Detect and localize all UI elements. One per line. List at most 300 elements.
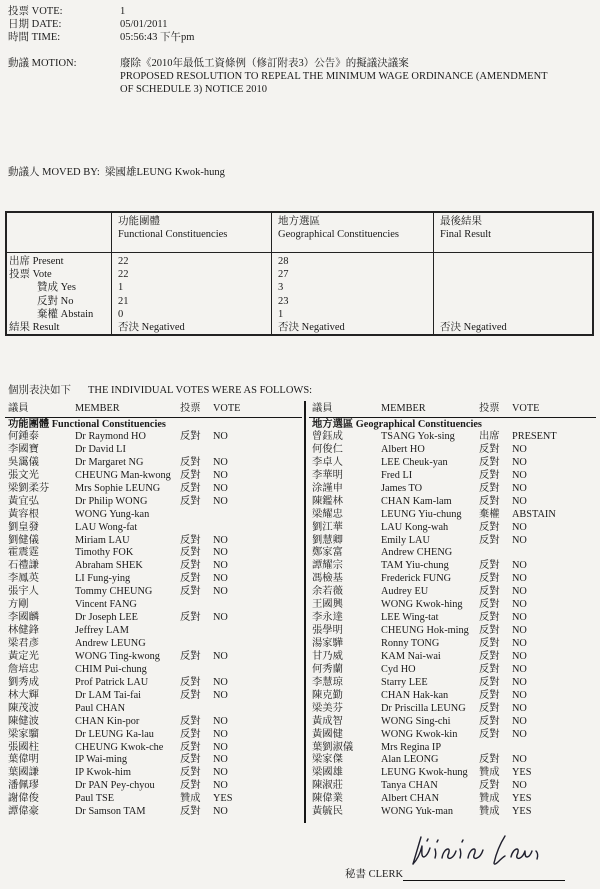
motion-line-cjk: 廢除《2010年最低工資條例（修訂附表3）公告》的擬議決議案 bbox=[120, 58, 409, 69]
member-name-en: CHAN Kam-lam bbox=[381, 495, 452, 507]
member-name-en: Dr Margaret NG bbox=[75, 456, 144, 468]
member-name-cjk: 方剛 bbox=[8, 599, 29, 611]
member-name-en: Miriam LAU bbox=[75, 534, 130, 546]
member-vote-cjk bbox=[180, 522, 213, 535]
date-label: 日期 DATE: bbox=[8, 19, 62, 30]
member-vote-cjk: 反對 bbox=[479, 754, 500, 766]
summary-gc-value: 1 bbox=[278, 308, 284, 320]
moved-by-value: 梁國雄LEUNG Kwok-hung bbox=[105, 167, 225, 178]
member-row bbox=[5, 716, 302, 729]
member-row bbox=[309, 599, 596, 612]
member-name-cjk: 李國寶 bbox=[8, 443, 39, 455]
fc-header-cjk: 功能團體 bbox=[118, 216, 160, 227]
member-name-en: TSANG Yok-sing bbox=[381, 431, 455, 442]
member-vote-en: NO bbox=[512, 586, 527, 598]
member-name-en: James TO bbox=[381, 482, 423, 494]
member-name-en: Albert CHAN bbox=[381, 793, 440, 805]
member-vote-cjk: 反對 bbox=[180, 431, 201, 442]
member-row bbox=[5, 703, 302, 716]
member-vote-cjk: 反對 bbox=[180, 806, 201, 818]
member-name-en: Dr Priscilla LEUNG bbox=[381, 702, 466, 714]
member-row bbox=[309, 780, 596, 793]
member-name-cjk: 張宇人 bbox=[8, 586, 39, 598]
member-name-en: Frederick FUNG bbox=[381, 573, 452, 585]
member-vote-en: NO bbox=[512, 780, 527, 792]
member-name-cjk: 陳健波 bbox=[8, 715, 39, 727]
gc-header-en: Geographical Constituencies bbox=[278, 229, 400, 240]
member-vote-cjk: 反對 bbox=[479, 612, 500, 624]
member-name-cjk: 林大輝 bbox=[8, 689, 39, 701]
time-value: 05:56:43 下午pm bbox=[120, 32, 195, 43]
member-vote-cjk: 反對 bbox=[180, 689, 201, 701]
member-name-en: LEUNG Yiu-chung bbox=[381, 508, 462, 520]
member-row bbox=[5, 431, 302, 444]
member-name-cjk: 葉劉淑儀 bbox=[312, 741, 354, 753]
member-vote-en: NO bbox=[512, 689, 527, 701]
member-name-cjk: 梁君彥 bbox=[8, 638, 39, 649]
summary-table bbox=[5, 211, 594, 336]
member-name-cjk: 梁家傑 bbox=[312, 754, 343, 766]
member-row bbox=[309, 560, 596, 573]
member-vote-cjk bbox=[479, 742, 512, 755]
member-vote-en: NO bbox=[512, 573, 527, 585]
member-name-cjk: 張文光 bbox=[8, 469, 39, 481]
col-member-en: MEMBER bbox=[381, 403, 426, 414]
member-vote-cjk: 反對 bbox=[180, 534, 201, 546]
member-row bbox=[5, 651, 302, 664]
member-vote-cjk bbox=[180, 703, 213, 716]
member-name-cjk: 詹培忠 bbox=[8, 663, 39, 675]
member-vote-cjk: 反對 bbox=[180, 573, 201, 585]
member-row bbox=[5, 793, 302, 806]
summary-fc-value: 0 bbox=[118, 308, 124, 320]
member-vote-en: NO bbox=[512, 469, 527, 481]
member-vote-cjk: 反對 bbox=[180, 650, 201, 662]
member-name-cjk: 李國麟 bbox=[8, 612, 39, 624]
member-name-en: LAU Kong-wah bbox=[381, 521, 449, 533]
member-vote-cjk: 反對 bbox=[180, 754, 201, 766]
summary-fc-value: 否決 Negatived bbox=[118, 321, 185, 333]
member-name-cjk: 涂謹申 bbox=[312, 482, 343, 494]
member-vote-en: NO bbox=[213, 767, 228, 779]
member-vote-en: NO bbox=[512, 482, 527, 494]
member-vote-cjk: 反對 bbox=[180, 586, 201, 598]
member-vote-cjk: 出席 bbox=[479, 431, 500, 442]
member-vote-en: NO bbox=[213, 715, 228, 727]
member-row bbox=[5, 754, 302, 767]
member-name-en: WONG Kwok-kin bbox=[381, 728, 458, 740]
col-vote-en: VOTE bbox=[512, 403, 540, 414]
summary-geographical-column bbox=[271, 253, 433, 334]
member-vote-cjk: 反對 bbox=[479, 469, 500, 481]
summary-header-geographical bbox=[271, 213, 433, 252]
member-name-en: Ronny TONG bbox=[381, 638, 440, 649]
member-name-cjk: 黃定光 bbox=[8, 650, 39, 662]
member-name-cjk: 潘佩璆 bbox=[8, 780, 39, 792]
member-vote-cjk: 反對 bbox=[180, 741, 201, 753]
summary-fc-value: 22 bbox=[118, 256, 129, 267]
member-name-en: Cyd HO bbox=[381, 663, 416, 675]
member-name-en: WONG Ting-kwong bbox=[75, 650, 160, 662]
member-name-en: Timothy FOK bbox=[75, 547, 134, 559]
member-vote-cjk: 反對 bbox=[479, 599, 500, 611]
member-name-cjk: 石禮謙 bbox=[8, 560, 39, 572]
member-vote-cjk bbox=[180, 599, 213, 612]
member-row bbox=[309, 664, 596, 677]
member-row bbox=[309, 483, 596, 496]
member-name-cjk: 梁國雄 bbox=[312, 767, 343, 779]
member-name-en: IP Kwok-him bbox=[75, 767, 131, 779]
member-name-cjk: 黃宜弘 bbox=[8, 495, 39, 507]
fc-header-en: Functional Constituencies bbox=[118, 229, 228, 240]
summary-fc-value: 22 bbox=[118, 269, 129, 281]
member-vote-cjk: 贊成 bbox=[479, 806, 500, 818]
member-vote-cjk: 反對 bbox=[180, 547, 201, 559]
member-row bbox=[5, 625, 302, 638]
member-vote-cjk: 反對 bbox=[479, 573, 500, 585]
member-vote-en: NO bbox=[213, 547, 228, 559]
member-vote-en: YES bbox=[213, 793, 233, 805]
member-row bbox=[5, 780, 302, 793]
member-name-cjk: 譚耀宗 bbox=[312, 560, 343, 572]
member-vote-cjk: 反對 bbox=[180, 456, 201, 468]
member-row bbox=[309, 793, 596, 806]
summary-label-value: 結果 Result bbox=[9, 321, 60, 333]
member-vote-en: PRESENT bbox=[512, 431, 557, 442]
member-vote-cjk: 反對 bbox=[180, 469, 201, 481]
member-vote-cjk: 反對 bbox=[180, 676, 201, 688]
member-vote-en: NO bbox=[213, 650, 228, 662]
member-name-cjk: 劉江華 bbox=[312, 521, 343, 533]
member-vote-en bbox=[213, 703, 302, 716]
member-vote-cjk: 贊成 bbox=[479, 793, 500, 805]
member-vote-cjk: 反對 bbox=[180, 560, 201, 572]
member-name-en: CHEUNG Man-kwong bbox=[75, 469, 171, 481]
member-vote-en: NO bbox=[512, 495, 527, 507]
vote-number-label: 投票 VOTE: bbox=[8, 6, 63, 17]
date-value: 05/01/2011 bbox=[120, 19, 168, 30]
member-vote-cjk bbox=[180, 625, 213, 638]
summary-final-value bbox=[440, 268, 589, 281]
member-name-en: CHAN Hak-kan bbox=[381, 689, 449, 701]
individual-heading-cjk: 個別表決如下 bbox=[8, 385, 71, 396]
member-name-cjk: 梁美芬 bbox=[312, 702, 343, 714]
member-vote-en bbox=[213, 599, 302, 612]
member-vote-en: NO bbox=[512, 638, 527, 649]
member-row bbox=[5, 806, 302, 819]
member-name-en: Andrew CHENG bbox=[381, 547, 453, 559]
vote-number-value: 1 bbox=[120, 6, 126, 17]
member-name-cjk: 劉慧卿 bbox=[312, 534, 343, 546]
member-vote-cjk: 反對 bbox=[180, 780, 201, 792]
summary-table-body bbox=[7, 253, 592, 334]
member-vote-en: NO bbox=[512, 650, 527, 662]
member-vote-cjk: 反對 bbox=[479, 638, 500, 649]
member-vote-en bbox=[512, 742, 596, 755]
member-vote-en: NO bbox=[512, 560, 527, 572]
member-row bbox=[5, 444, 302, 457]
member-name-cjk: 甘乃威 bbox=[312, 650, 343, 662]
member-row bbox=[309, 703, 596, 716]
member-name-en: Emily LAU bbox=[381, 534, 430, 546]
member-name-en: Prof Patrick LAU bbox=[75, 676, 149, 688]
member-row bbox=[309, 509, 596, 522]
member-vote-en: NO bbox=[213, 586, 228, 598]
gc-header-cjk: 地方選區 bbox=[278, 216, 320, 227]
member-name-cjk: 湯家驊 bbox=[312, 638, 343, 649]
member-name-cjk: 余若薇 bbox=[312, 586, 343, 598]
member-name-en: Dr David LI bbox=[75, 443, 126, 455]
member-row bbox=[309, 729, 596, 742]
member-name-en: CHIM Pui-chung bbox=[75, 663, 147, 675]
member-vote-en: NO bbox=[213, 482, 228, 494]
member-vote-cjk: 反對 bbox=[479, 495, 500, 507]
member-vote-cjk: 反對 bbox=[479, 560, 500, 572]
member-name-cjk: 曾鈺成 bbox=[312, 431, 343, 442]
summary-label-value: 投票 Vote bbox=[9, 269, 52, 281]
member-vote-en: NO bbox=[213, 431, 228, 442]
member-name-cjk: 葉國謙 bbox=[8, 767, 39, 779]
member-vote-cjk: 反對 bbox=[479, 534, 500, 546]
member-name-en: LEUNG Kwok-hung bbox=[381, 767, 468, 779]
summary-final-value: 否決 Negatived bbox=[440, 321, 507, 333]
member-row bbox=[5, 599, 302, 612]
member-row bbox=[5, 742, 302, 755]
member-vote-en: NO bbox=[213, 689, 228, 701]
member-vote-en: NO bbox=[512, 715, 527, 727]
member-name-en: Dr Philip WONG bbox=[75, 495, 148, 507]
member-vote-cjk: 反對 bbox=[479, 728, 500, 740]
member-vote-cjk: 反對 bbox=[180, 767, 201, 779]
member-name-en: Abraham SHEK bbox=[75, 560, 143, 572]
member-name-en: CHEUNG Kwok-che bbox=[75, 741, 164, 753]
member-vote-en: NO bbox=[512, 443, 527, 455]
member-name-cjk: 林健鋒 bbox=[8, 625, 39, 637]
member-name-en: Dr PAN Pey-chyou bbox=[75, 780, 155, 792]
member-row bbox=[309, 677, 596, 690]
summary-gc-value: 3 bbox=[278, 282, 284, 294]
member-row bbox=[309, 651, 596, 664]
member-row bbox=[5, 509, 302, 522]
member-name-en: WONG Yuk-man bbox=[381, 806, 453, 818]
member-row bbox=[5, 457, 302, 470]
member-row bbox=[5, 664, 302, 677]
member-vote-cjk bbox=[479, 547, 512, 560]
summary-final-value bbox=[440, 308, 589, 321]
summary-label-value: 贊成 Yes bbox=[37, 282, 76, 294]
col-member-en: MEMBER bbox=[75, 403, 120, 414]
member-name-en: WONG Kwok-hing bbox=[381, 599, 463, 611]
member-name-cjk: 霍震霆 bbox=[8, 547, 39, 559]
member-name-cjk: 何俊仁 bbox=[312, 443, 343, 455]
functional-votes-table bbox=[5, 402, 302, 819]
column-divider bbox=[304, 401, 306, 823]
member-name-en: Paul CHAN bbox=[75, 702, 126, 714]
member-vote-cjk: 反對 bbox=[479, 586, 500, 598]
individual-heading-en: THE INDIVIDUAL VOTES WERE AS FOLLOWS: bbox=[88, 385, 313, 396]
summary-gc-value: 否決 Negatived bbox=[278, 321, 345, 333]
clerk-signature-row bbox=[345, 866, 565, 881]
member-vote-en: NO bbox=[213, 612, 228, 624]
col-vote-en: VOTE bbox=[213, 403, 241, 414]
member-row bbox=[309, 457, 596, 470]
member-row bbox=[309, 535, 596, 548]
member-row bbox=[309, 716, 596, 729]
member-name-cjk: 李卓人 bbox=[312, 456, 343, 468]
summary-functional-column bbox=[111, 253, 271, 334]
member-vote-en: NO bbox=[512, 702, 527, 714]
col-member-cjk: 議員 bbox=[312, 403, 333, 414]
motion-label: 動議 MOTION: bbox=[8, 58, 77, 69]
member-vote-cjk: 反對 bbox=[479, 780, 500, 792]
summary-header-blank bbox=[7, 213, 111, 252]
functional-table-header bbox=[5, 402, 302, 416]
member-name-cjk: 黃成智 bbox=[312, 715, 343, 727]
member-vote-en bbox=[213, 625, 302, 638]
member-vote-en: NO bbox=[213, 741, 228, 753]
member-row bbox=[5, 470, 302, 483]
moved-by-label: 動議人 MOVED BY: bbox=[8, 167, 100, 178]
member-name-cjk: 謝偉俊 bbox=[8, 793, 39, 805]
member-name-cjk: 劉健儀 bbox=[8, 534, 39, 546]
member-name-cjk: 陳淑莊 bbox=[312, 780, 343, 792]
member-name-en: Tommy CHEUNG bbox=[75, 586, 153, 598]
member-row bbox=[309, 573, 596, 586]
member-name-cjk: 劉皇發 bbox=[8, 521, 39, 533]
member-name-en: Dr Samson TAM bbox=[75, 806, 146, 818]
member-vote-cjk: 反對 bbox=[180, 728, 201, 740]
date-row bbox=[8, 18, 588, 31]
member-row bbox=[5, 767, 302, 780]
member-name-cjk: 鄭家富 bbox=[312, 547, 343, 559]
member-name-en: LAU Wong-fat bbox=[75, 521, 138, 533]
member-name-cjk: 梁劉柔芬 bbox=[8, 482, 50, 494]
member-name-en: Fred LI bbox=[381, 469, 413, 481]
member-vote-cjk: 反對 bbox=[180, 495, 201, 507]
member-row bbox=[309, 547, 596, 560]
summary-fc-value: 1 bbox=[118, 282, 124, 294]
member-vote-en: NO bbox=[512, 456, 527, 468]
summary-header-final bbox=[433, 213, 592, 252]
member-name-cjk: 何秀蘭 bbox=[312, 663, 343, 675]
member-name-cjk: 王國興 bbox=[312, 599, 343, 611]
member-vote-en: NO bbox=[512, 599, 527, 611]
member-name-cjk: 馮檢基 bbox=[312, 573, 343, 585]
member-vote-en: NO bbox=[213, 728, 228, 740]
member-vote-en: NO bbox=[213, 676, 228, 688]
member-name-en: Mrs Sophie LEUNG bbox=[75, 482, 161, 494]
member-name-cjk: 譚偉豪 bbox=[8, 806, 39, 818]
time-label: 時間 TIME: bbox=[8, 32, 61, 43]
member-vote-cjk: 反對 bbox=[479, 521, 500, 533]
member-vote-en: NO bbox=[213, 754, 228, 766]
member-vote-en: NO bbox=[213, 573, 228, 585]
member-row bbox=[309, 767, 596, 780]
member-row bbox=[309, 754, 596, 767]
member-row bbox=[5, 586, 302, 599]
member-name-cjk: 黃毓民 bbox=[312, 806, 343, 818]
motion-text bbox=[120, 57, 548, 96]
member-vote-cjk: 反對 bbox=[479, 676, 500, 688]
member-name-en: LEE Wing-tat bbox=[381, 612, 439, 624]
member-name-cjk: 李鳳英 bbox=[8, 573, 39, 585]
member-row bbox=[309, 625, 596, 638]
member-name-en: Tanya CHAN bbox=[381, 780, 438, 792]
clerk-signature-line bbox=[403, 868, 565, 881]
vote-number-row bbox=[8, 5, 588, 18]
geographical-section-title: 地方選區 Geographical Constituencies bbox=[312, 419, 482, 430]
geographical-votes-table bbox=[309, 402, 596, 819]
member-name-cjk: 黃國健 bbox=[312, 728, 343, 740]
motion-line-en-2: OF SCHEDULE 3) NOTICE 2010 bbox=[120, 84, 267, 95]
member-name-en: Mrs Regina IP bbox=[381, 741, 442, 753]
time-row bbox=[8, 31, 588, 44]
member-row bbox=[309, 470, 596, 483]
member-name-en: WONG Yung-kan bbox=[75, 508, 150, 520]
member-name-en: Dr LEUNG Ka-lau bbox=[75, 728, 154, 740]
member-vote-en: NO bbox=[213, 780, 228, 792]
member-vote-cjk: 反對 bbox=[479, 625, 500, 637]
summary-gc-value: 27 bbox=[278, 269, 289, 281]
member-row bbox=[5, 573, 302, 586]
member-vote-cjk: 贊成 bbox=[479, 767, 500, 779]
member-name-cjk: 張學明 bbox=[312, 625, 343, 637]
summary-fc-value: 21 bbox=[118, 295, 129, 307]
member-row bbox=[309, 612, 596, 625]
member-name-en: Audrey EU bbox=[381, 586, 429, 598]
individual-votes-heading bbox=[8, 384, 312, 397]
meta-block bbox=[8, 5, 588, 44]
member-row bbox=[5, 612, 302, 625]
member-row bbox=[309, 431, 596, 444]
member-name-en: Alan LEONG bbox=[381, 754, 439, 766]
moved-by-row bbox=[8, 166, 225, 179]
summary-label-column bbox=[7, 253, 111, 334]
member-vote-en: NO bbox=[213, 534, 228, 546]
summary-final-column bbox=[433, 253, 592, 334]
member-row bbox=[5, 547, 302, 560]
member-name-en: Starry LEE bbox=[381, 676, 428, 688]
member-vote-cjk: 反對 bbox=[479, 456, 500, 468]
member-vote-cjk: 反對 bbox=[180, 612, 201, 624]
geographical-table-header bbox=[309, 402, 596, 416]
member-row bbox=[5, 638, 302, 651]
member-name-cjk: 黃容根 bbox=[8, 508, 39, 520]
member-name-en: Albert HO bbox=[381, 443, 425, 455]
summary-label-value: 出席 Present bbox=[9, 256, 64, 267]
member-name-en: LEE Cheuk-yan bbox=[381, 456, 448, 468]
member-vote-en bbox=[213, 509, 302, 522]
member-vote-en: NO bbox=[213, 469, 228, 481]
member-name-cjk: 陳偉業 bbox=[312, 793, 343, 805]
summary-label-value: 棄權 Abstain bbox=[37, 308, 94, 320]
member-row bbox=[309, 496, 596, 509]
member-vote-cjk bbox=[180, 509, 213, 522]
member-name-en: KAM Nai-wai bbox=[381, 650, 441, 662]
member-name-en: WONG Sing-chi bbox=[381, 715, 451, 727]
member-name-cjk: 梁耀忠 bbox=[312, 508, 343, 520]
member-row bbox=[309, 806, 596, 819]
motion-line-en-1: PROPOSED RESOLUTION TO REPEAL THE MINIMUM WAGE ORDINANCE (AMENDMENT bbox=[120, 71, 548, 82]
col-vote-cjk: 投票 bbox=[479, 403, 500, 414]
member-name-cjk: 吳靄儀 bbox=[8, 456, 39, 468]
summary-gc-value: 28 bbox=[278, 256, 289, 267]
member-vote-cjk: 反對 bbox=[479, 650, 500, 662]
member-name-cjk: 李永達 bbox=[312, 612, 343, 624]
member-vote-en: NO bbox=[512, 754, 527, 766]
member-row bbox=[309, 522, 596, 535]
member-row bbox=[5, 677, 302, 690]
